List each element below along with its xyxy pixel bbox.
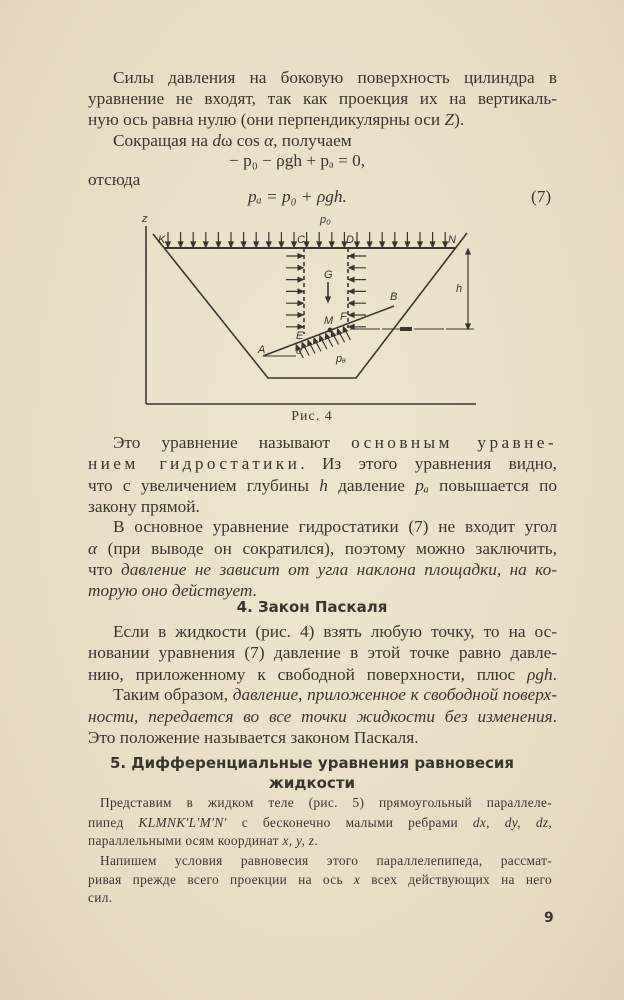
dimension-arrow-head: [466, 249, 470, 254]
section-5-title-line1: 5. Дифференциальные уравнения равновесия: [109, 754, 515, 772]
label-D: D: [346, 234, 354, 246]
italic-text: x, y, z: [282, 833, 315, 848]
italic-text: Z: [444, 110, 455, 129]
label-B: B: [390, 291, 398, 303]
arrow-head: [298, 266, 303, 270]
text: ω cos: [221, 131, 265, 150]
arrow-head: [320, 336, 324, 341]
weight-arrow-head: [326, 297, 330, 302]
text: новании уравнения (7) давление в этой точке равно давле-: [88, 643, 557, 662]
arrow-head: [254, 242, 258, 247]
italic-text: давление не зависит от угла наклона площадки, на ко-: [121, 560, 557, 579]
arrow-head: [229, 242, 233, 247]
arrow-head: [304, 242, 308, 247]
arrow-head: [337, 329, 341, 334]
text: нию, приложенному к свободной поверхности, плюс: [88, 665, 528, 684]
label-K: K: [158, 234, 166, 246]
italic-text: h: [319, 476, 328, 495]
arrow-head: [178, 242, 182, 247]
italic-text: давление, приложенное к свободной поверх-: [232, 685, 557, 704]
text: Таким образом,: [113, 685, 233, 704]
arrow-head: [367, 242, 371, 247]
text: параллельными осям координат: [88, 833, 283, 848]
label-G: G: [324, 269, 333, 281]
arrow-head: [349, 325, 354, 329]
arrow-head: [418, 242, 422, 247]
text-line: [88, 831, 318, 851]
text-line: [88, 728, 419, 748]
text: , получаем: [273, 131, 352, 150]
arrow-head: [298, 277, 303, 281]
text-line: [113, 517, 557, 537]
point-M: [328, 328, 333, 333]
text: ривая прежде всего проекции на ось: [88, 872, 354, 887]
arrow-head: [241, 242, 245, 247]
label-pa: pₐ: [336, 353, 347, 365]
arrow-head: [343, 327, 347, 332]
italic-text: α: [264, 131, 274, 150]
text: пипед: [88, 815, 139, 830]
italic-text: x: [353, 872, 361, 887]
text-line: [113, 685, 557, 705]
arrow-head: [292, 242, 296, 247]
arrow-head: [349, 266, 354, 270]
text: Сокращая на: [113, 131, 213, 150]
text: .: [552, 707, 557, 726]
text-line: [88, 665, 557, 685]
figure-caption: Рис. 4: [291, 409, 333, 424]
text: давление: [327, 476, 416, 495]
text: уравнение не входят, так как проекция их на вертикаль-: [88, 89, 557, 108]
italic-text: KLMNK′L′M′N′: [138, 815, 227, 830]
text: с бесконечно малыми ребрами: [226, 815, 473, 830]
text: сил.: [88, 890, 113, 905]
label-F: F: [340, 311, 347, 323]
arrow-head: [308, 340, 312, 345]
arrow-head: [380, 242, 384, 247]
label-N: N: [448, 234, 456, 246]
equation-7: pₐ = p₀ + ρgh.: [248, 187, 347, 206]
text: повышается по: [428, 476, 558, 495]
label-A: A: [258, 344, 266, 356]
equation-balance: − p₀ − ρgh + pₐ = 0,: [229, 151, 366, 170]
text-line: [88, 497, 200, 517]
arrow-head: [430, 242, 434, 247]
italic-text: dx, dy, dz,: [472, 815, 553, 830]
text: Это уравнение называют: [113, 433, 352, 452]
spaced-emphasis-text: основным уравне-: [351, 433, 557, 452]
label-alpha: α: [296, 345, 303, 357]
text-line: [100, 793, 552, 813]
text-line: [88, 870, 552, 890]
label-E: E: [296, 330, 304, 342]
text: Силы давления на боковую поверхность цилиндра в: [113, 68, 557, 87]
text-line: [88, 539, 557, 559]
text-line: [88, 888, 112, 908]
arrow-head: [405, 242, 409, 247]
arrow-head: [443, 242, 447, 247]
equation-7-number: (7): [531, 187, 552, 206]
level-mark: [400, 327, 412, 331]
text: В основное уравнение гидростатики (7) не входит угол: [113, 517, 557, 536]
vessel-outline: [153, 233, 467, 378]
italic-text: ности, передается во все точки жидкости без изменения: [88, 707, 553, 726]
text: закону прямой.: [88, 497, 200, 516]
text-line: [113, 433, 557, 453]
section-5-title-line2: жидкости: [268, 774, 356, 792]
italic-text: pₐ: [415, 476, 429, 495]
section-4-title: 4. Закон Паскаля: [236, 598, 388, 616]
italic-text: α: [88, 539, 98, 558]
text: Представим в жидком теле (рис. 5) прямоугольный параллеле-: [100, 795, 552, 810]
italic-text: d: [212, 131, 221, 150]
text-line: [113, 622, 557, 642]
arrow-head: [204, 242, 208, 247]
text: (при выводе он сократился), поэтому можно заключить,: [97, 539, 557, 558]
arrow-head: [298, 313, 303, 317]
arrow-head: [331, 331, 335, 336]
arrow-head: [349, 301, 354, 305]
text: что с увеличением глубины: [88, 476, 320, 495]
text-line: [88, 476, 557, 496]
arrow-head: [279, 242, 283, 247]
italic-text: торую оно действует: [88, 581, 253, 600]
text: Напишем условия равновесия этого параллелепипеда, рассмат-: [100, 853, 552, 868]
label-h: h: [456, 283, 463, 295]
italic-text: ρgh: [527, 665, 553, 684]
label-M: M: [324, 315, 334, 327]
arrow-head: [349, 289, 354, 293]
text: ную ось равна нулю (они перпендикулярны оси: [88, 110, 445, 129]
label-C: C: [297, 234, 305, 246]
page-number: 9: [544, 910, 554, 926]
arrow-head: [191, 242, 195, 247]
arrow-head: [166, 242, 170, 247]
arrow-head: [325, 334, 329, 339]
arrow-head: [355, 242, 359, 247]
arrow-head: [267, 242, 271, 247]
text: Это положение называется законом Паскаля.: [88, 728, 419, 747]
text-line: [88, 454, 557, 474]
text: .: [552, 665, 557, 684]
text-line: [88, 643, 557, 663]
text: .: [314, 833, 318, 848]
text: ).: [454, 110, 465, 129]
arrow-head: [298, 325, 303, 329]
label-z: z: [142, 213, 148, 225]
arrow-head: [302, 343, 306, 348]
text-line: [100, 851, 552, 871]
text-otsyuda: отсюда: [88, 170, 141, 189]
text: . Из этого уравнения видно,: [300, 454, 557, 473]
arrow-head: [349, 313, 354, 317]
arrow-head: [216, 242, 220, 247]
text: что: [88, 560, 122, 579]
arrow-head: [330, 242, 334, 247]
text-line: [88, 813, 552, 833]
arrow-head: [298, 289, 303, 293]
text: Если в жидкости (рис. 4) взять любую точку, то на ос-: [113, 622, 557, 641]
text-line: [88, 560, 557, 580]
arrow-head: [314, 338, 318, 343]
arrow-head: [393, 242, 397, 247]
arrow-head: [317, 242, 321, 247]
arrow-head: [349, 254, 354, 258]
arrow-head: [298, 254, 303, 258]
arrow-head: [349, 277, 354, 281]
spaced-emphasis-text: нием гидростатики: [88, 454, 301, 473]
text: .: [252, 581, 257, 600]
arrow-head: [298, 301, 303, 305]
text: всех действующих на него: [360, 872, 553, 887]
dimension-arrow-head: [466, 324, 470, 329]
text-line: [88, 707, 557, 727]
label-p0: p₀: [320, 214, 331, 226]
